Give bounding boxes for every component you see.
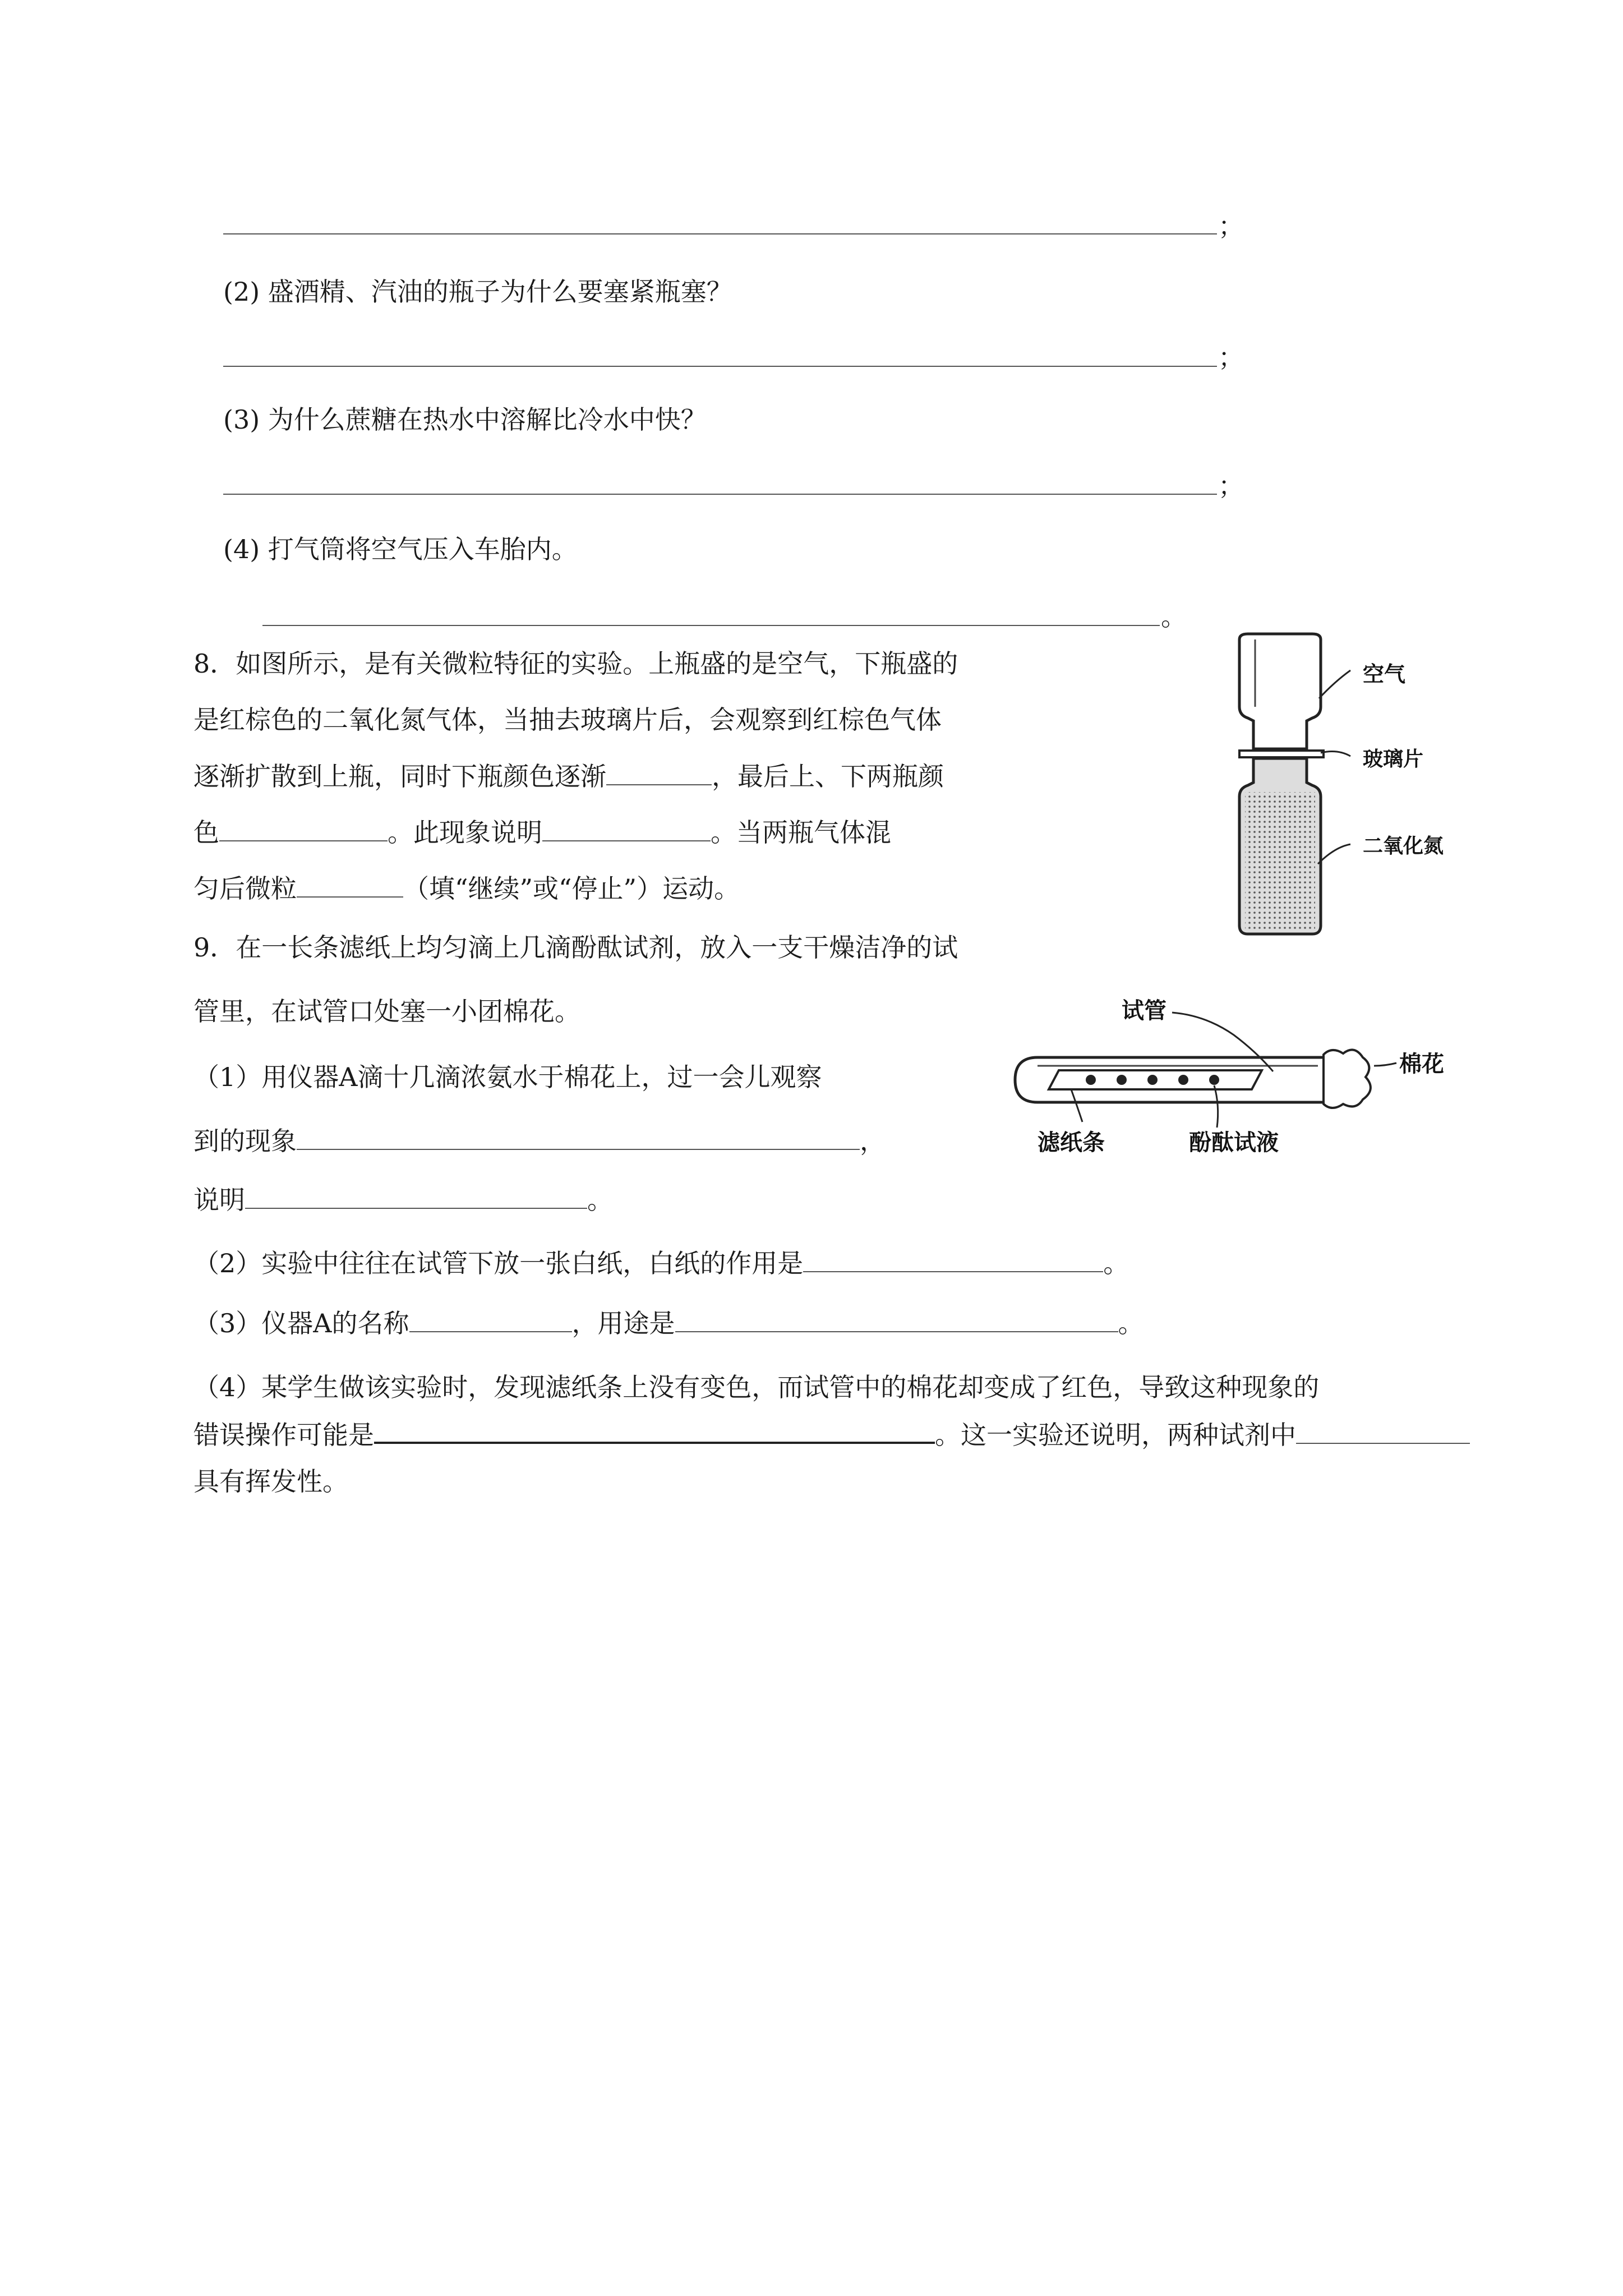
answer-blank-motion[interactable] <box>297 875 403 898</box>
bottle-diffusion-figure <box>1223 628 1486 942</box>
label-phenolphthalein: 酚酞试液 <box>1189 1130 1279 1156</box>
label-cotton: 棉花 <box>1399 1051 1444 1077</box>
q9-part1-line2 <box>193 1128 886 1154</box>
q9-text: （3）仪器A的名称 <box>193 1308 409 1338</box>
answer-line-2[interactable] <box>223 366 1217 367</box>
label-air: 空气 <box>1363 662 1406 687</box>
answer-blank-color-change[interactable] <box>606 763 712 785</box>
q8-text: 色 <box>193 817 219 848</box>
q8-line-4 <box>193 817 891 848</box>
answer-blank-explanation[interactable] <box>542 819 711 841</box>
q9-text: 。 <box>1103 1248 1129 1278</box>
q9-text: 。这一实验还说明，两种试剂中 <box>935 1420 1296 1450</box>
drop <box>1209 1075 1219 1085</box>
label-filter-paper: 滤纸条 <box>1038 1130 1105 1156</box>
q8-line-5 <box>193 873 740 904</box>
q7-item-4: (4) 打气筒将空气压入车胎内。 <box>223 534 578 564</box>
q9-part3 <box>193 1310 1144 1336</box>
answer-blank-wrong-operation[interactable] <box>374 1420 935 1444</box>
drop <box>1117 1075 1127 1085</box>
q9-text: 。 <box>1118 1308 1144 1338</box>
line-end-mark: 。 <box>1161 601 1187 632</box>
answer-blank-volatile-reagent[interactable] <box>1296 1421 1470 1444</box>
answer-blank-final-color[interactable] <box>219 819 388 841</box>
glass-slide <box>1239 751 1324 757</box>
answer-blank-explain[interactable] <box>245 1186 587 1209</box>
drop <box>1147 1075 1158 1085</box>
q8-text: 匀后微粒 <box>193 873 297 904</box>
q9-text: ，用途是 <box>571 1308 675 1338</box>
answer-blank-instrument-use[interactable] <box>675 1310 1118 1332</box>
answer-blank-paper-purpose[interactable] <box>803 1250 1103 1272</box>
q9-part4-line2 <box>193 1420 1470 1448</box>
q8-line-3 <box>193 761 944 792</box>
drop <box>1178 1075 1188 1085</box>
q9-text: 。 <box>587 1185 613 1215</box>
q8-text: （填“继续”或“停止”）运动。 <box>403 873 740 904</box>
q7-item-2: (2) 盛酒精、汽油的瓶子为什么要塞紧瓶塞？ <box>223 277 732 307</box>
q9-line-2: 管里，在试管口处塞一小团棉花。 <box>193 996 580 1027</box>
cotton-plug <box>1324 1050 1371 1108</box>
q9-text: ， <box>860 1126 886 1156</box>
answer-line-1[interactable] <box>223 233 1217 234</box>
q9-text: （2）实验中往往在试管下放一张白纸，白纸的作用是 <box>193 1248 804 1278</box>
q9-text: 到的现象 <box>193 1126 297 1156</box>
q9-part1-line3 <box>193 1186 613 1213</box>
q9-line-1: 9．在一长条滤纸上均匀滴上几滴酚酞试剂，放入一支干燥洁净的试 <box>193 932 958 963</box>
line-end-mark: ； <box>1218 211 1244 241</box>
answer-blank-instrument-name[interactable] <box>409 1310 572 1332</box>
q9-part2 <box>193 1250 1129 1276</box>
q8-text: ，最后上、下两瓶颜 <box>712 761 944 792</box>
q8-text: 。当两瓶气体混 <box>711 817 891 848</box>
upper-bottle <box>1239 634 1321 749</box>
answer-line-4[interactable] <box>262 625 1160 626</box>
drop <box>1086 1075 1096 1085</box>
q9-text: 错误操作可能是 <box>193 1420 374 1450</box>
q8-line-2: 是红棕色的二氧化氮气体，当抽去玻璃片后，会观察到红棕色气体 <box>193 705 942 735</box>
label-no2: 二氧化氮 <box>1363 835 1444 858</box>
q9-part1-line1: （1）用仪器A滴十几滴浓氨水于棉花上，过一会儿观察 <box>193 1062 822 1092</box>
q8-text: 。此现象说明 <box>388 817 542 848</box>
q9-text: 说明 <box>193 1185 245 1215</box>
q7-item-3: (3) 为什么蔗糖在热水中溶解比冷水中快？ <box>223 404 707 435</box>
q9-part4-line1: （4）某学生做该实验时，发现滤纸条上没有变色，而试管中的棉花却变成了红色，导致这种现象的 <box>193 1372 1320 1402</box>
test-tube-figure <box>1004 993 1497 1178</box>
answer-blank-phenomenon[interactable] <box>297 1128 860 1150</box>
answer-line-3[interactable] <box>223 494 1217 495</box>
q8-line-1: 8．如图所示，是有关微粒特征的实验。上瓶盛的是空气，下瓶盛的 <box>193 648 958 679</box>
q9-part4-line3: 具有挥发性。 <box>193 1466 348 1497</box>
label-glass-slide: 玻璃片 <box>1363 748 1424 771</box>
line-end-mark: ； <box>1218 471 1244 501</box>
label-test-tube: 试管 <box>1122 998 1166 1024</box>
line-end-mark: ； <box>1218 342 1244 372</box>
q8-text: 逐渐扩散到上瓶，同时下瓶颜色逐渐 <box>193 761 606 792</box>
